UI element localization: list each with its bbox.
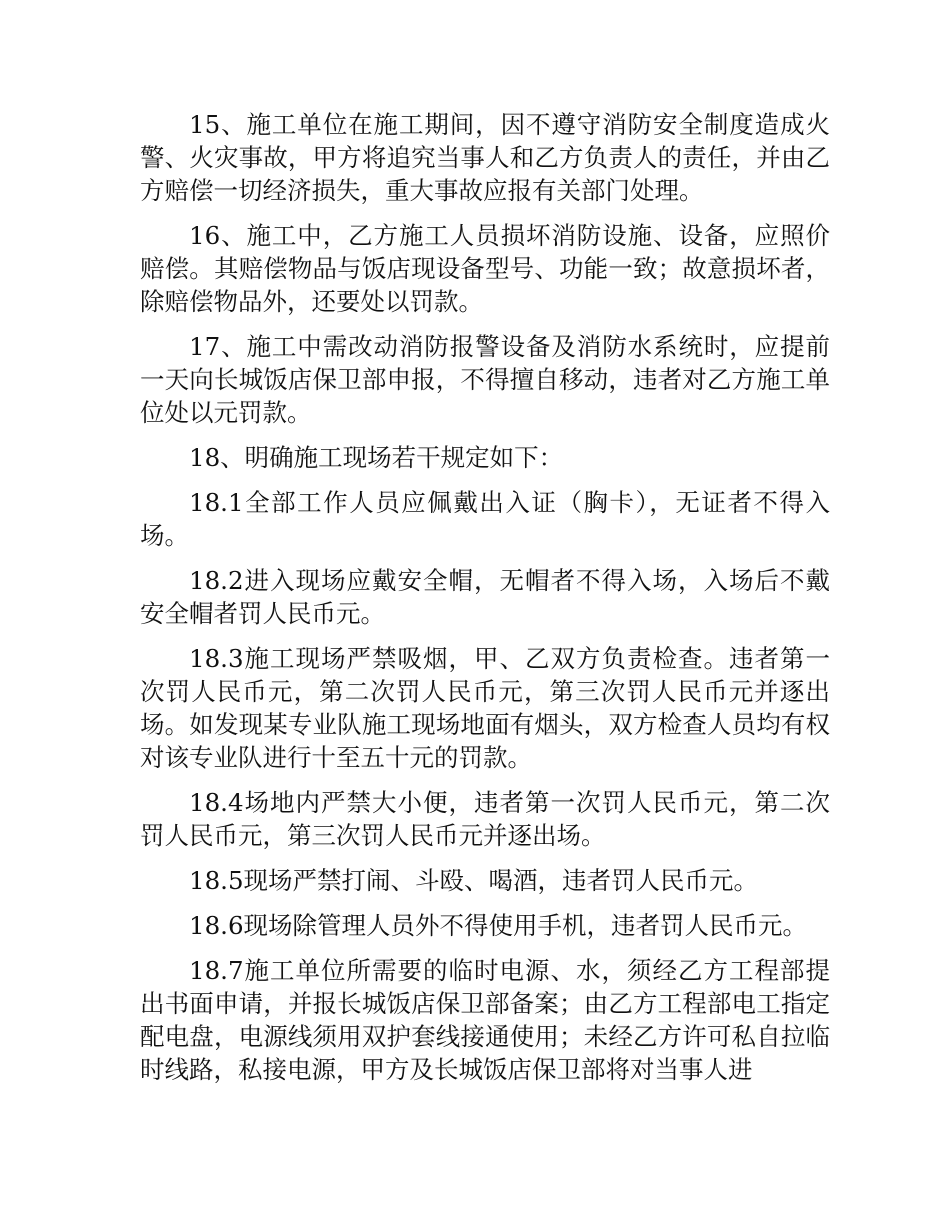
paragraph-18-3: 18.3施工现场严禁吸烟，甲、乙双方负责检查。违者第一次罚人民币元，第二次罚人民币元，第三次罚人民币元并逐出场。如发现某专业队施工现场地面有烟头，双方检查人员均有权对该专业队进行十至五十元的罚款。 xyxy=(140,644,830,772)
paragraph-18-1: 18.1全部工作人员应佩戴出入证（胸卡），无证者不得入场。 xyxy=(140,488,830,550)
paragraph-18-5: 18.5现场严禁打闹、斗殴、喝酒，违者罚人民币元。 xyxy=(189,866,759,895)
paragraph-15: 15、施工单位在施工期间，因不遵守消防安全制度造成火警、火灾事故，甲方将追究当事人和乙方负责人的责任，并由乙方赔偿一切经济损失，重大事故应报有关部门处理。 xyxy=(140,110,830,205)
paragraph-18-4: 18.4场地内严禁大小便，违者第一次罚人民币元，第二次罚人民币元，第三次罚人民币元并逐出场。 xyxy=(140,788,830,850)
paragraph-16: 16、施工中，乙方施工人员损坏消防设施、设备，应照价赔偿。其赔偿物品与饭店现设备型号、功能一致；故意损坏者，除赔偿物品外，还要处以罚款。 xyxy=(140,221,830,316)
document-body xyxy=(140,108,830,1098)
paragraph-18: 18、明确施工现场若干规定如下： xyxy=(189,443,564,472)
paragraph-17: 17、施工中需改动消防报警设备及消防水系统时，应提前一天向长城饭店保卫部申报，不得擅自移动，违者对乙方施工单位处以元罚款。 xyxy=(140,332,830,427)
paragraph-18-7: 18.7施工单位所需要的临时电源、水，须经乙方工程部提出书面申请，并报长城饭店保卫部备案；由乙方工程部电工指定配电盘，电源线须用双护套线接通使用；未经乙方许可私自拉临时线路，私接电源，甲方及长城饭店保卫部将对当事人进 xyxy=(140,956,830,1084)
paragraph-18-2: 18.2进入现场应戴安全帽，无帽者不得入场，入场后不戴安全帽者罚人民币元。 xyxy=(140,566,830,628)
paragraph-18-6: 18.6现场除管理人员外不得使用手机，违者罚人民币元。 xyxy=(189,911,808,940)
